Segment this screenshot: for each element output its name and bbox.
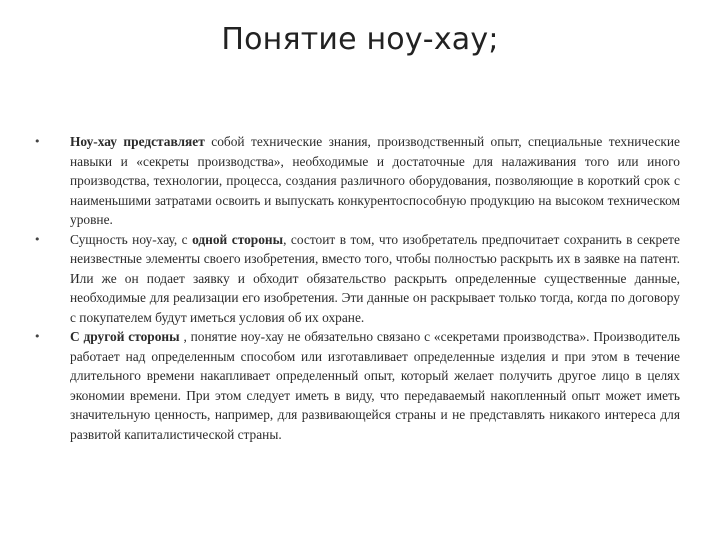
bullet-item (34, 327, 680, 444)
slide-title: Понятие ноу-хау; (221, 22, 499, 57)
bullet-bold-text: С другой стороны (70, 329, 180, 344)
bullet-text (70, 230, 680, 328)
bullet-dot-icon: • (34, 135, 41, 148)
bullet-list (34, 132, 680, 444)
bullet-lead-text: Сущность ноу-хау, с (70, 231, 193, 247)
bullet-bold-text: Ноу-хау представляет (70, 134, 205, 149)
bullet-body-text: , понятие ноу-хау не обязательно связано с «секретами производства». Производитель работает над определенным способом или изготавливает определенные изделия и при этом в течение длительного времени накапливает определенный опыт, который желает получить другое лицо в целях экономии времени. При этом следует иметь в виду, что передаваемый накопленный опыт может иметь значительную ценность, например, для развивающейся страны и не представлять никакого интереса для развитой капиталистической страны. (70, 329, 680, 442)
bullet-body-text: собой технические знания, производственный опыт, специальные технические навыки и «секреты производства», необходимые и достаточные для налаживания того или иного производства, технологии, процесса, создания различного оборудования, позволяющие в короткий срок с наименьшими затратами освоить и выпускать конкурентоспособную продукцию на высоком техническом уровне. (70, 134, 681, 227)
bullet-dot-icon: • (34, 330, 41, 343)
bullet-dot-icon: • (34, 232, 41, 246)
bullet-body-text: , состоит в том, что изобретатель предпочитает сохранить в секрете неизвестные элементы своего изобретения, вместо того, чтобы полностью раскрыть их в заявке на патент. Или же он подает заявку и обходит обязательство раскрыть определенные существенные данные, необходимые для реализации его изобретения. Эти данные он раскрывает только тогда, когда по договору с покупателем будут иметься условия об их охране. (70, 231, 680, 325)
bullet-text (70, 327, 680, 444)
bullet-item (34, 230, 680, 328)
bullet-bold-text: одной стороны (192, 231, 284, 247)
bullet-text (70, 132, 680, 230)
bullet-item (34, 132, 680, 230)
